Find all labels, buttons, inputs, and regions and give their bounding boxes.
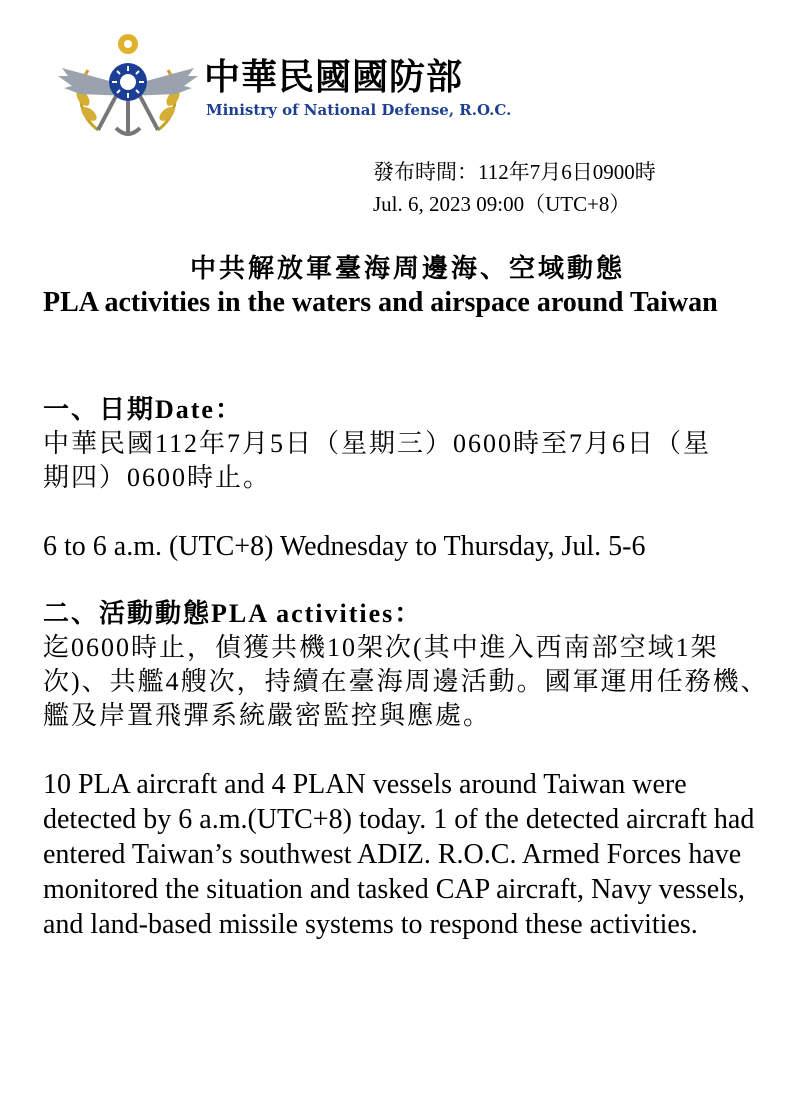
activities-section (43, 597, 783, 942)
activities-text-en: 10 PLA aircraft and 4 PLAN vessels around Taiwan were detected by 6 a.m.(UTC+8) today. 1 of the detected aircraft had entered Taiwan’s southwest ADIZ. R.O.C. Armed Forces have monitored the situation and tasked CAP aircraft, Navy vessels, and land-based missile systems to respond these activities. (43, 769, 755, 940)
date-heading: 一、日期Date： (43, 395, 243, 424)
release-time-en: Jul. 6, 2023 09:00（UTC+8） (373, 192, 631, 216)
date-section (43, 393, 783, 564)
date-text-en: 6 to 6 a.m. (UTC+8) Wednesday to Thursday, Jul. 5-6 (43, 531, 646, 562)
mnd-emblem-icon (58, 30, 198, 142)
page-title-en: PLA activities in the waters and airspace around Taiwan (43, 287, 718, 318)
organization-name-zh: 中華民國國防部 (204, 57, 464, 98)
release-time (373, 156, 656, 220)
date-text-zh: 中華民國112年7月5日（星期三）0600時至7月6日（星期四）0600時止。 (43, 429, 712, 492)
release-time-zh: 發布時間：112年7月6日0900時 (373, 160, 656, 184)
activities-heading: 二、活動動態PLA activities： (43, 599, 423, 628)
page-title-zh: 中共解放軍臺海周邊海、空域動態 (190, 254, 626, 283)
activities-text-zh: 迄0600時止，偵獲共機10架次(其中進入西南部空域1架次)、共艦4艘次，持續在臺海周邊活動。國軍運用任務機、艦及岸置飛彈系統嚴密監控與應處。 (43, 633, 769, 730)
organization-name-en: Ministry of National Defense, R.O.C. (206, 101, 512, 119)
